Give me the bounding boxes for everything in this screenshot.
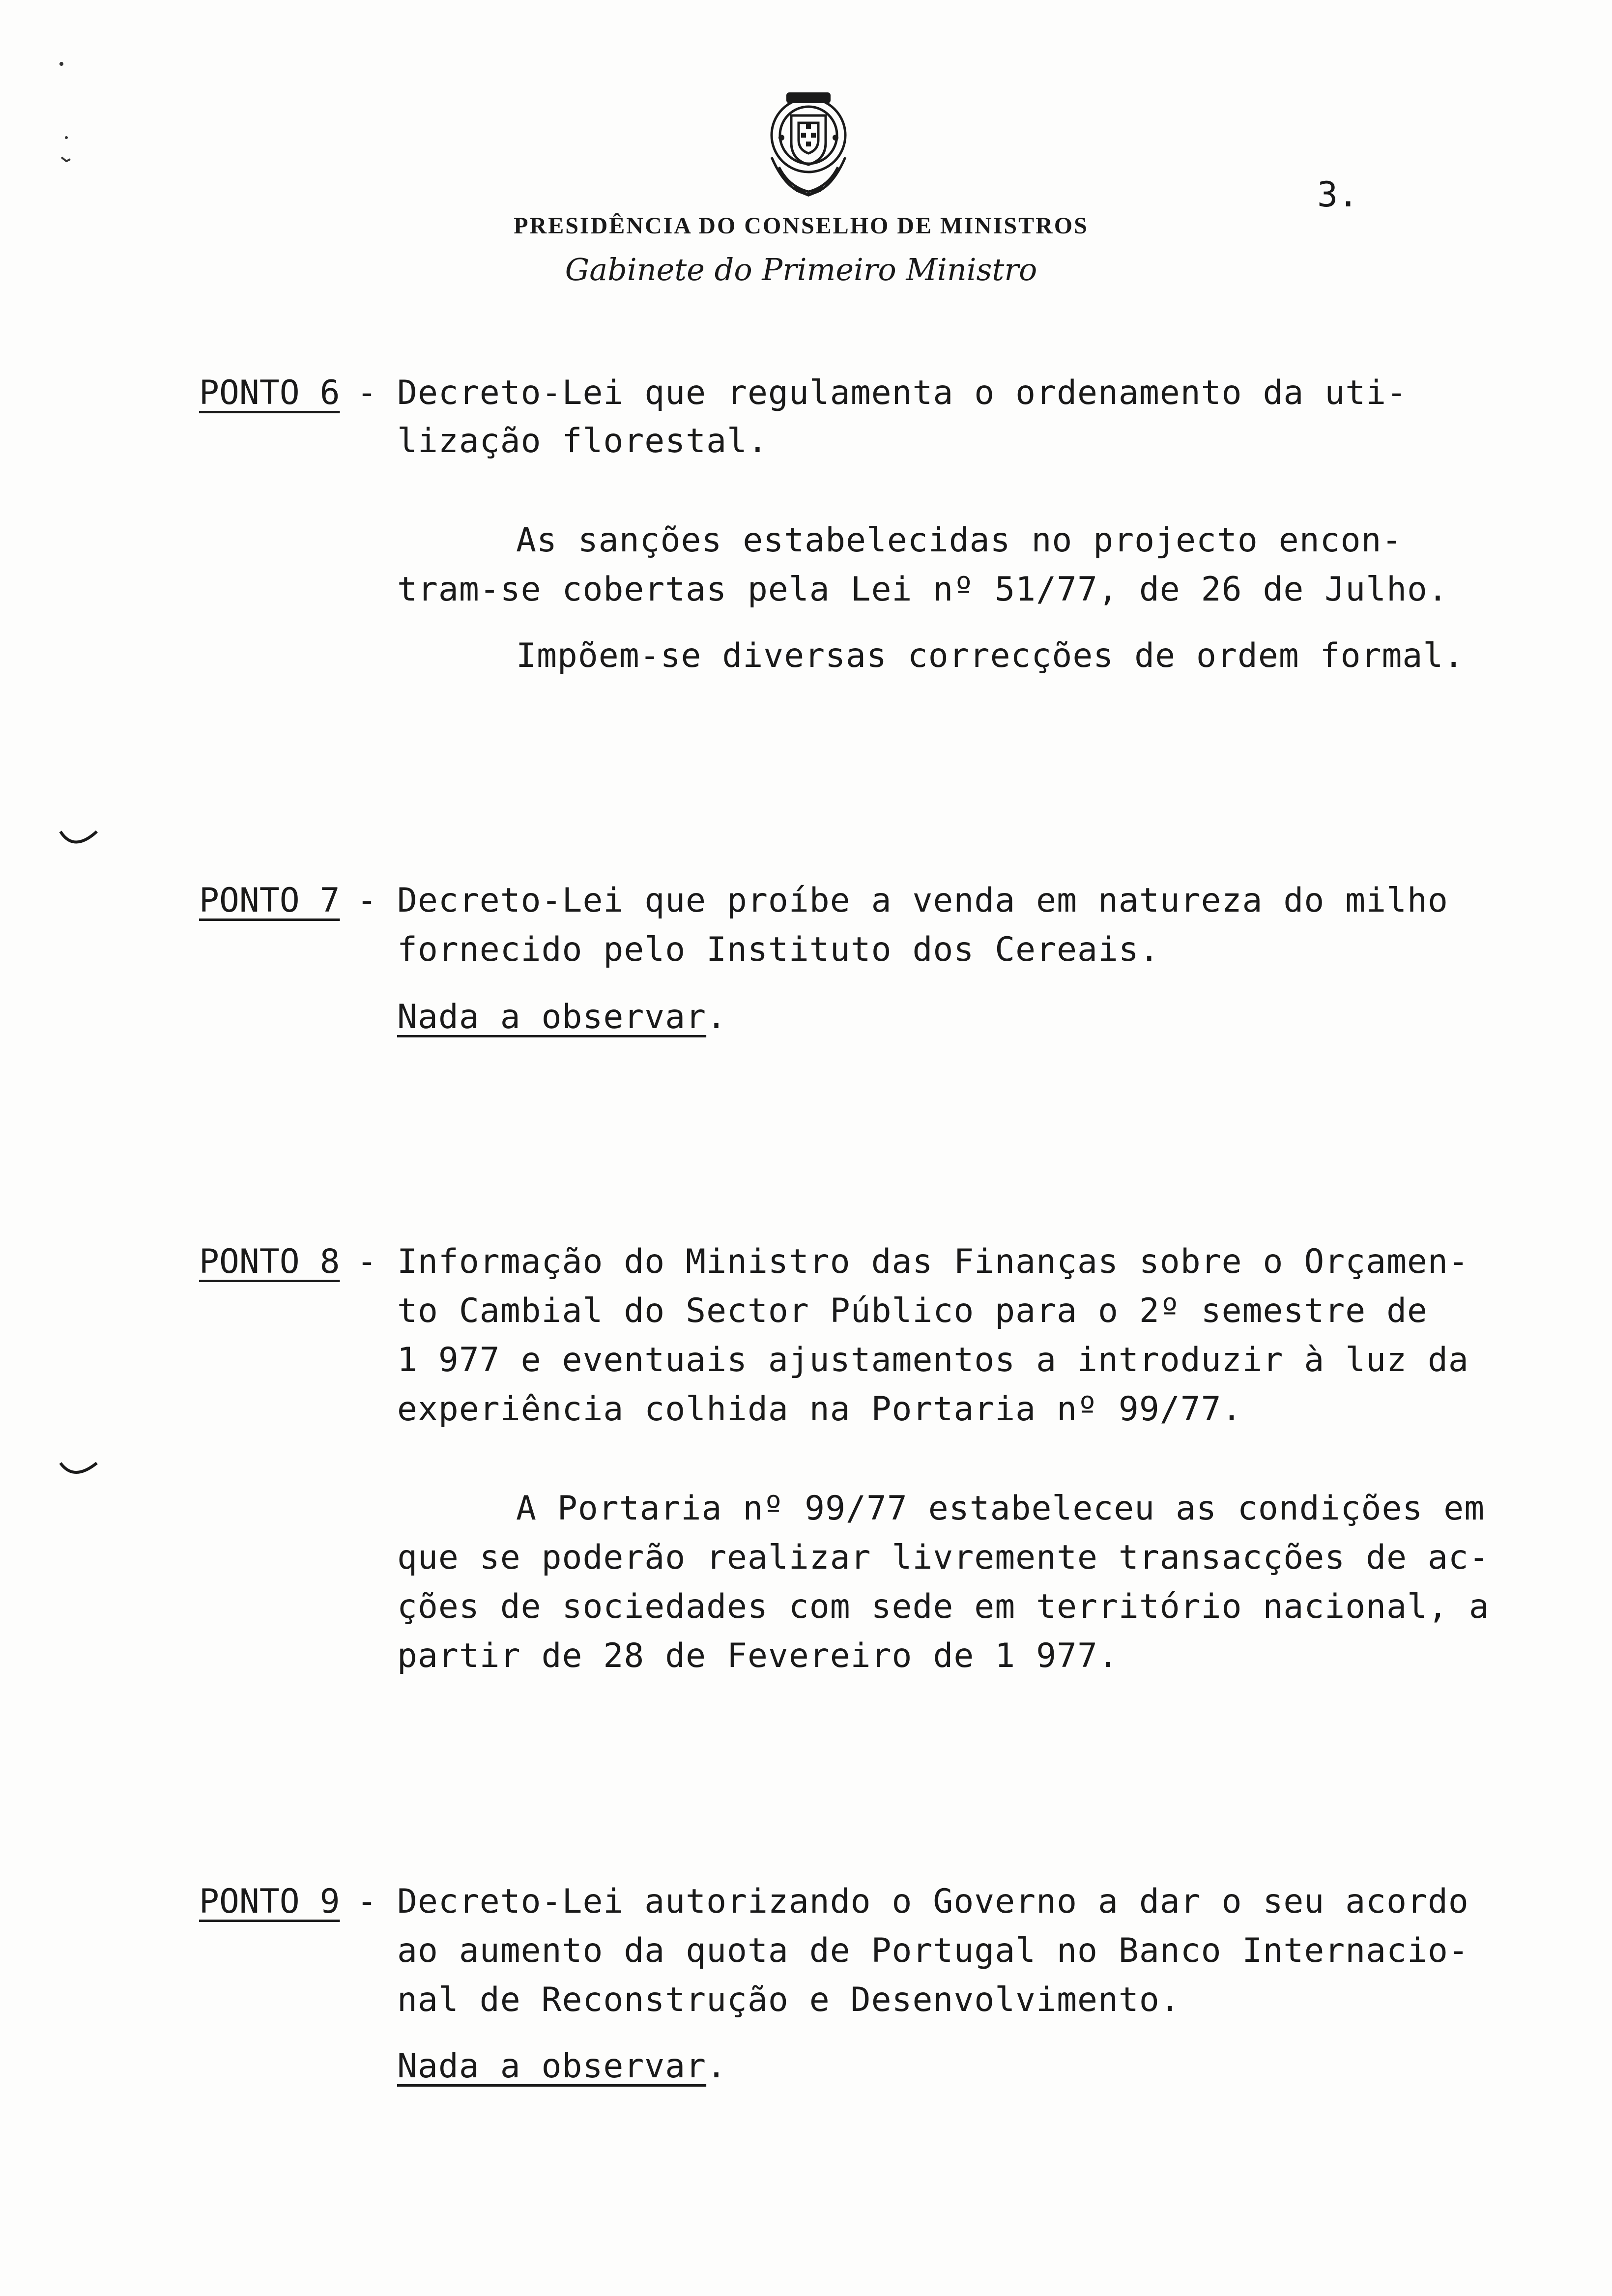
item-line: Decreto-Lei que regulamenta o ordenamento da uti- (397, 373, 1408, 412)
item-line: Decreto-Lei autorizando o Governo a dar o seu acordo (397, 1882, 1469, 1921)
item-line: ções de sociedades com sede em território nacional, a (397, 1587, 1490, 1626)
item-line (397, 998, 727, 1036)
item-dash: - (357, 1882, 377, 1921)
item-line (397, 2047, 727, 2086)
item-line: Impõem-se diversas correcções de ordem formal. (516, 636, 1465, 675)
nada-a-observar-text: Nada a observar (397, 998, 707, 1036)
item-line: Informação do Ministro das Finanças sobre o Orçamen- (397, 1242, 1469, 1281)
item-label: PONTO 6 (199, 373, 340, 412)
header-subtitle: Gabinete do Primeiro Ministro (565, 252, 1037, 287)
item-line: Decreto-Lei que proíbe a venda em natureza do milho (397, 881, 1448, 920)
item-line: partir de 28 de Fevereiro de 1 977. (397, 1636, 1119, 1675)
item-line: que se poderão realizar livremente transacções de ac- (397, 1538, 1490, 1577)
item-line: As sanções estabelecidas no projecto encon- (516, 521, 1403, 560)
header-title: PRESIDÊNCIA DO CONSELHO DE MINISTROS (514, 213, 1089, 239)
item-line: 1 977 e eventuais ajustamentos a introduzir à luz da (397, 1341, 1469, 1379)
item-line: ao aumento da quota de Portugal no Banco Internacio- (397, 1931, 1469, 1970)
margin-check-mark (57, 1457, 101, 1487)
page-number: 3. (1317, 174, 1359, 215)
item-line: fornecido pelo Instituto dos Cereais. (397, 930, 1160, 969)
item-line: to Cambial do Sector Público para o 2º semestre de (397, 1292, 1428, 1330)
item-dash: - (357, 881, 377, 920)
trailing-period: . (706, 2047, 727, 2086)
item-line: A Portaria nº 99/77 estabeleceu as condições em (516, 1489, 1485, 1528)
scan-specks (47, 47, 76, 174)
item-label: PONTO 7 (199, 881, 340, 920)
item-line: nal de Reconstrução e Desenvolvimento. (397, 1980, 1180, 2019)
item-dash: - (357, 373, 377, 412)
nada-a-observar-text: Nada a observar (397, 2047, 707, 2086)
trailing-period: . (706, 998, 727, 1036)
item-label: PONTO 9 (199, 1882, 340, 1921)
coat-of-arms-emblem (752, 84, 865, 201)
item-line: experiência colhida na Portaria nº 99/77. (397, 1390, 1242, 1429)
item-label: PONTO 8 (199, 1242, 340, 1281)
item-line: lização florestal. (397, 422, 768, 460)
item-line: tram-se cobertas pela Lei nº 51/77, de 26 de Julho. (397, 570, 1448, 609)
item-dash: - (357, 1242, 377, 1281)
margin-check-mark (57, 826, 101, 855)
